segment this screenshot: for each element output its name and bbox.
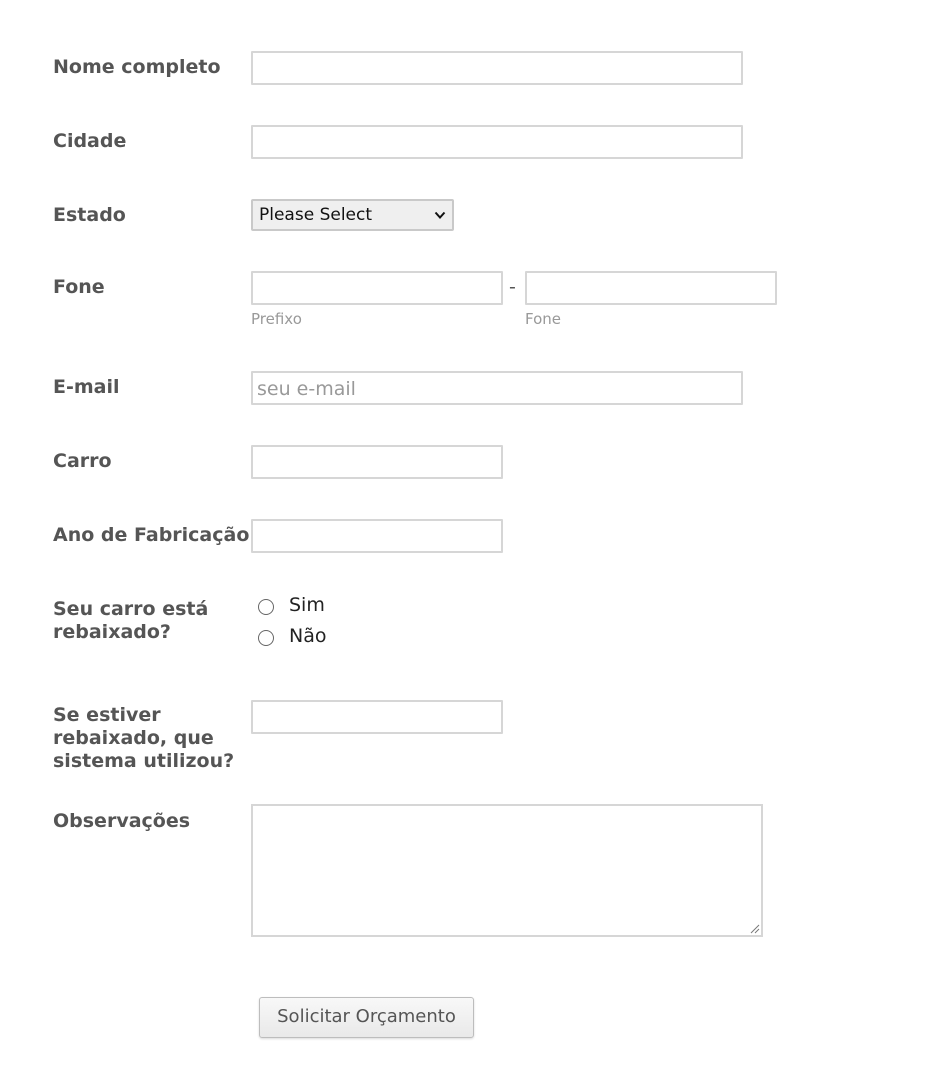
year-input[interactable] [251,519,503,553]
state-label: Estado [53,204,126,226]
chevron-down-icon [434,209,446,221]
city-input[interactable] [251,125,743,159]
notes-textarea[interactable] [251,804,763,937]
name-input[interactable] [251,51,743,85]
email-input[interactable]: seu e-mail [251,371,743,405]
car-input[interactable] [251,445,503,479]
state-select-value: Please Select [259,205,373,225]
state-select[interactable] [251,199,454,231]
name-label: Nome completo [53,56,221,78]
city-label: Cidade [53,130,127,152]
submit-button[interactable]: Solicitar Orçamento [259,997,474,1038]
lowered-yes-label[interactable]: Sim [289,594,325,616]
notes-label: Observações [53,810,191,832]
lowered-yes-radio[interactable] [258,599,274,615]
system-label: Se estiver rebaixado, que sistema utilizou? [53,704,235,772]
lowered-no-radio[interactable] [258,630,274,646]
lowered-no-label[interactable]: Não [289,625,327,647]
phone-prefix-input[interactable] [251,271,503,305]
lowered-label: Seu carro está rebaixado? [53,598,209,643]
system-input[interactable] [251,700,503,734]
email-label: E-mail [53,376,120,398]
phone-label: Fone [53,276,105,298]
phone-separator: - [509,276,516,298]
phone-number-input[interactable] [525,271,777,305]
car-label: Carro [53,450,112,472]
phone-prefix-sublabel: Prefixo [251,310,302,328]
resize-grip-icon[interactable] [749,923,760,934]
year-label: Ano de Fabricação [53,524,250,546]
phone-number-sublabel: Fone [525,310,562,328]
